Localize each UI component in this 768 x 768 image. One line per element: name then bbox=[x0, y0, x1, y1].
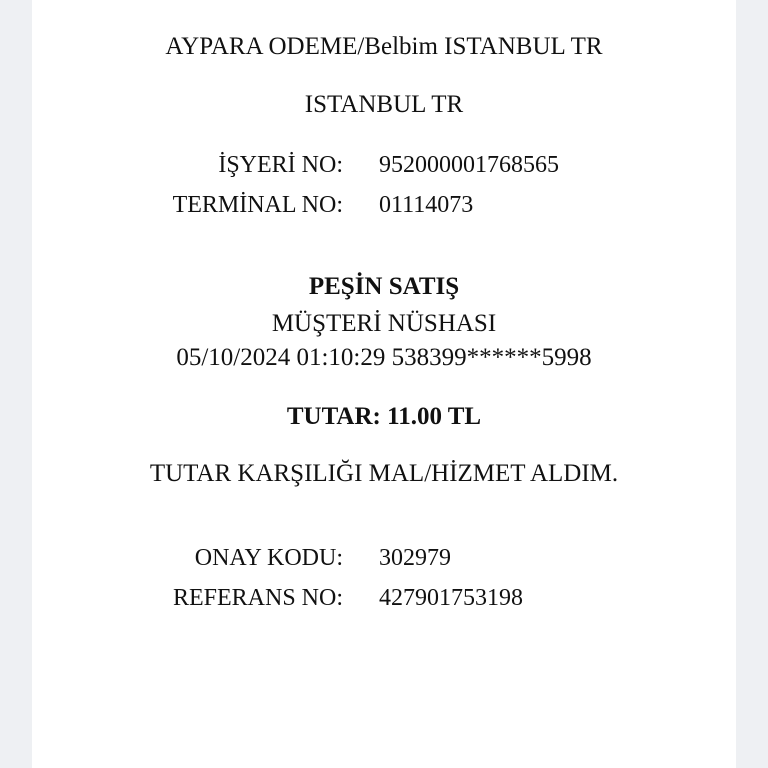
approval-code-label: ONAY KODU: bbox=[194, 545, 343, 571]
terminal-no-value: 01114073 bbox=[379, 192, 474, 218]
transaction-type: PEŞİN SATIŞ bbox=[308, 273, 460, 300]
approval-code-value: 302979 bbox=[379, 545, 451, 571]
reference-no-value: 427901753198 bbox=[379, 585, 523, 611]
city-line: ISTANBUL TR bbox=[304, 91, 464, 118]
amount-line: TUTAR: 11.00 TL bbox=[286, 403, 482, 430]
reference-no-label: REFERANS NO: bbox=[172, 585, 343, 611]
terminal-no-label: TERMİNAL NO: bbox=[172, 192, 343, 218]
merchant-no-value: 952000001768565 bbox=[379, 152, 559, 178]
datetime-card-line: 05/10/2024 01:10:29 538399******5998 bbox=[176, 344, 592, 371]
merchant-line: AYPARA ODEME/Belbim ISTANBUL TR bbox=[165, 33, 603, 60]
receipt-sheet bbox=[32, 0, 736, 768]
acknowledgement-line: TUTAR KARŞILIĞI MAL/HİZMET ALDIM. bbox=[149, 460, 619, 487]
copy-type: MÜŞTERİ NÜSHASI bbox=[271, 310, 497, 337]
merchant-no-label: İŞYERİ NO: bbox=[218, 152, 343, 178]
